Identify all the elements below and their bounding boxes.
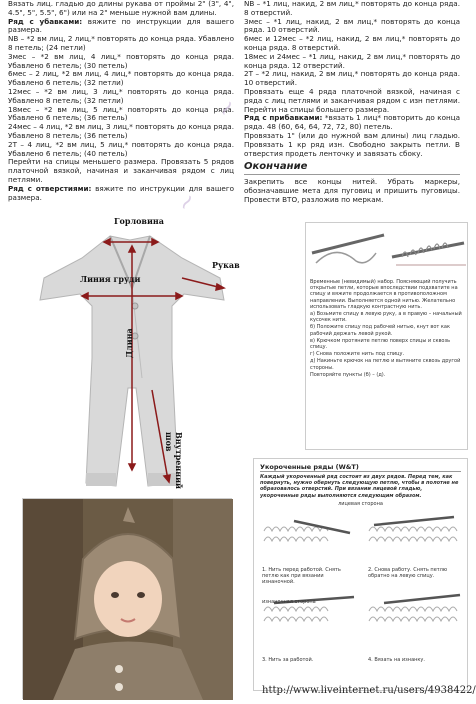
right-text: Провязать 1" (или до нужной вам длины) лиц гладью. Провязать 1 кр ряд изн. Свободно закрыть петли. В отверстия продеть ленточку и завязать сбоку. (244, 130, 460, 158)
right-column (244, 0, 460, 205)
footer-url[interactable]: http://www.liveinternet.ru/users/4938422/ (262, 685, 476, 696)
left-text: 18мес – *2 вм лиц, 5 лиц,* повторять до конца ряда. Убавлено 6 петель; (36 петель) (8, 104, 234, 123)
caston-instruction: Повторяйте пункты (б) – (д). (310, 371, 386, 378)
back-side-label: изнаночная сторона (262, 599, 316, 605)
caston-instruction: д) Накиньте крючок на петлю и вытяните сквозь другой стороны. (310, 358, 461, 371)
left-text: вяжите по инструкции для вашего размера. (8, 183, 234, 202)
short-rows-illustration (254, 511, 469, 661)
caston-instruction: а) Возьмите спицу в левую руку, а в правую – начальный кусочек нити. (310, 311, 462, 324)
child-photo (22, 498, 232, 699)
right-paragraph (244, 18, 460, 36)
left-text: 6мес – 2 лиц, *2 вм лиц, 4 лиц,* повторять до конца ряда. Убавлено 6 петель; (32 петли) (8, 69, 234, 88)
label-chest: Линия груди (80, 274, 141, 284)
label-inseam: Внутренний шов (164, 432, 184, 489)
watermark-mark-2: ~ (171, 187, 203, 218)
right-paragraph (244, 53, 460, 71)
left-text: 2T – 4 лиц, *2 вм лиц, 5 лиц,* повторять до конца ряда. Убавлено 6 петель; (40 петель) (8, 139, 234, 158)
step-1: 1. Нить перед работой. Снять петлю как при вязании изнаночной. (262, 567, 341, 586)
left-paragraph (8, 18, 234, 36)
left-text: 3мес – *2 вм лиц, 4 лиц,* повторять до конца ряда. Убавлено 6 петель; (30 петель) (8, 51, 234, 70)
left-text: NB – *2 вм лиц, 2 лиц,* повторять до конца ряда. Убавлено 8 петель; (24 петли) (8, 34, 234, 52)
finish-title: Окончание (244, 161, 460, 175)
right-text: 18мес и 24мес – *1 лиц, накид, 2 вм лиц,* повторять до конца ряда. 12 отверстий. (244, 51, 460, 70)
short-rows-title: Укороченные ряды (W&T) (260, 463, 461, 472)
needle-illustration (306, 223, 469, 273)
right-paragraph (244, 132, 460, 158)
left-paragraph (8, 0, 234, 18)
label-neck: Горловина (114, 216, 164, 226)
left-heading: Ряд с отверстиями: (8, 183, 92, 193)
short-rows-intro: Каждый укороченный ряд состоит из двух рядов. Перед тем, как повернуть, нужно обернуть следующую петлю, чтобы в полотне не образовалось отверстий. При вязании лицевой гладью, укороченные ряды выполняются следующим образом. (260, 474, 459, 499)
step-4: 4. Вязать на изнанку. (368, 657, 425, 663)
finish-text: Закрепить все концы нитей. Убрать маркеры, обозначавшие мета для пуговиц и пришить пуговицы. Провести ВТО, разложив по меркам. (244, 177, 460, 204)
right-paragraph (244, 70, 460, 88)
watermark-mark-1: ~ (211, 93, 243, 124)
caston-instruction: Временные (невидимый) набор. Поясняющий получить открытые петли, которые впоследствии подхватите на спицу и вяжите продолжается в противоположном направлении. Выполняется одной нитью. Желательно использовать гладкую контрастную нить. (310, 279, 458, 310)
left-paragraph (8, 158, 234, 184)
right-text: Провязать еще 4 ряда платочной вязкой, начиная с ряда с лиц петлями и заканчивая рядом с изн петлями. Перейти на спицы большего размера. (244, 86, 460, 114)
step-2: 2. Снова работу. Снять петлю обратно на левую спицу. (368, 567, 448, 580)
overall-illustration (32, 216, 240, 496)
step-3: 3. Нить за работой. (262, 657, 314, 663)
short-rows-diagram (253, 458, 468, 691)
caston-instruction: г) Снова положите нить под спицу. (310, 351, 405, 358)
face-side-label: лицевая сторона (338, 500, 383, 507)
right-text: 2T – *2 лиц, накид, 2 вм лиц,* повторять до конца ряда. 10 отверстий. (244, 69, 460, 88)
right-paragraph (244, 35, 460, 53)
left-text: вяжите по инструкции для вашего размера. (8, 16, 234, 35)
left-paragraph (8, 88, 234, 106)
label-length: Длина (124, 328, 134, 358)
right-text: 3мес – *1 лиц, накид, 2 вм лиц,* повторять до конца ряда. 10 отверстий. (244, 16, 460, 35)
left-paragraph (8, 106, 234, 124)
left-text: Перейти на спицы меньшего размера. Провязать 5 рядов платочной вязкой, начиная и заканчивая рядом с лиц петлями. (8, 157, 234, 184)
left-text: 12мес – *2 вм лиц, 3 лиц,* повторять до конца ряда. Убавлено 8 петель; (32 петли) (8, 86, 234, 105)
left-text: Вязать лиц. гладью до длины рукава от проймы 2" (3", 4", 4.5", 5", 5.5", 6") или на 2" меньше нужной вам длины. (8, 0, 234, 17)
caston-instruction: в) Крючком протяните петлю поверх спицы и сквозь спицу. (310, 337, 451, 351)
left-text: 24мес – 4 лиц, *2 вм лиц, 3 лиц,* повторять до конца ряда. Убавлено 8 петель; (36 петель) (8, 122, 234, 140)
child-photo-drawing (23, 499, 233, 700)
right-text: NB – *1 лиц, накид, 2 вм лиц,* повторять до конца ряда. 8 отверстий. (244, 0, 460, 17)
caston-instruction: б) Положите спицу под рабочей нитью, кнут вот как рабочий держать левой рукой. (310, 324, 450, 337)
label-sleeve: Рукав (212, 260, 240, 270)
left-paragraph (8, 70, 234, 88)
provisional-caston-diagram (305, 222, 468, 450)
left-paragraph (8, 35, 234, 53)
right-text: *вязать 1 лиц* повторить до конца ряда. 48 (60, 64, 64, 72, 72, 80) петель. (244, 113, 461, 132)
right-paragraph (244, 114, 460, 132)
right-text: 6мес и 12мес – *2 лиц, накид, 2 вм лиц,* повторять до конца ряда. 8 отверстий. (244, 34, 460, 52)
left-heading: Ряд с убавками: (8, 16, 83, 26)
right-paragraph (244, 0, 460, 18)
left-paragraph (8, 123, 234, 141)
right-paragraph (244, 88, 460, 114)
left-column (8, 0, 234, 202)
left-paragraph (8, 53, 234, 71)
right-heading: Ряд с прибавками: (244, 113, 323, 123)
left-paragraph (8, 141, 234, 159)
